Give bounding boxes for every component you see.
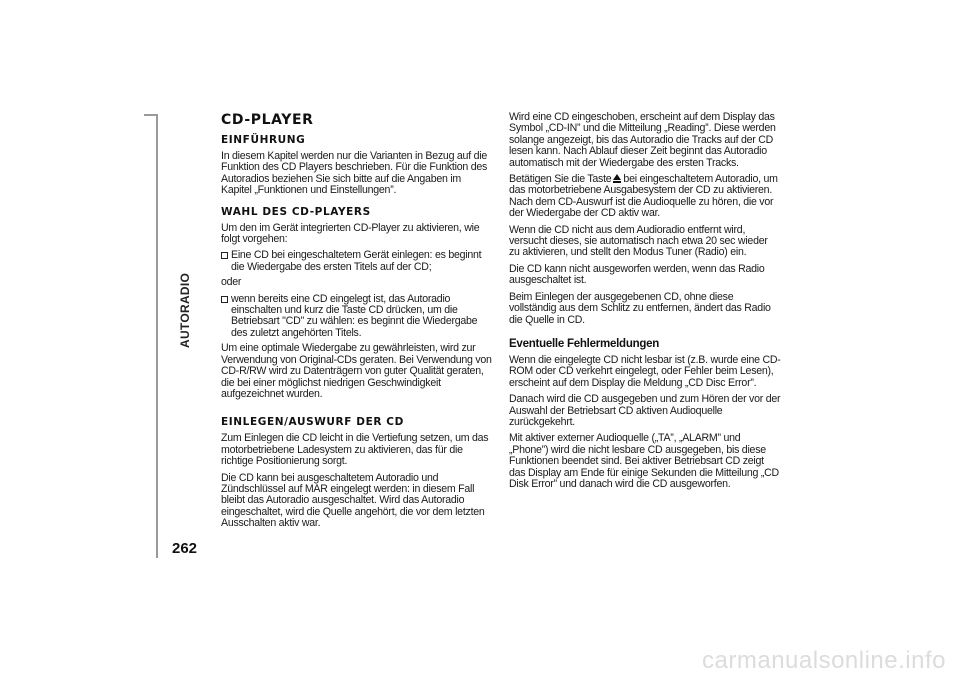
quality-text: Um eine optimale Wiedergabe zu gewährleisten, wird zur Verwendung von Original-CDs geraten. Bei Verwendung von CD-R/RW wird zu Datenträgern von guter Qualität geraten, die bei einer möglichst niedrigen Geschwindigkeit aufgezeichnet wurden.: [221, 342, 492, 400]
error-text-2: Danach wird die CD ausgegeben und zum Hören der vor der Auswahl der Betriebsart CD aktiven Audioquelle zurückgekehrt.: [509, 393, 781, 428]
eject-text-before: Betätigen Sie die Taste: [509, 173, 612, 186]
insert-text-1: Zum Einlegen die CD leicht in die Vertiefung setzen, um das motorbetriebene Ladesystem zu aktivieren, das für die richtige Positionierung sorgt.: [221, 432, 489, 468]
error-text-1: Wenn die eingelegte CD nicht lesbar ist (z.B. wurde eine CD-ROM oder CD verkehrt eingelegt, oder Fehler beim Lesen), erscheint auf dem Display die Meldung „CD Disc Error”.: [509, 353, 781, 389]
eject-icon: [613, 174, 621, 183]
list-item: [221, 250, 493, 273]
bullet-text: Eine CD bei eingeschaltetem Gerät einlegen: es beginnt die Wiedergabe des ersten Titels auf der CD;: [231, 249, 482, 273]
bullet-text: wenn bereits eine CD eingelegt ist, das Autoradio einschalten und kurz die Taste CD drücken, um die Betriebsart "CD" zu wählen: es beginnt die Wiedergabe des zuletzt angehörten Titels.: [231, 292, 478, 339]
insert-text-2: Die CD kann bei ausgeschaltetem Autoradio und Zündschlüssel auf MAR eingelegt werden: in diesem Fall bleibt das Autoradio ausgeschaltet. Wird das Autoradio eingeschaltet, wird die Quelle angehört, die vor dem letzten Ausschalten aktiv war.: [221, 471, 485, 530]
reinsert-text: Beim Einlegen der ausgegebenen CD, ohne diese vollständig aus dem Schlitz zu entfernen, ändert das Radio die Quelle in CD.: [509, 290, 771, 326]
or-text: oder: [221, 276, 242, 289]
auto-reload-text: Wenn die CD nicht aus dem Audioradio entfernt wird, versucht dieses, sie automatisch nach etwa 20 sec wieder zu aktivieren, und stellt den Modus Tuner (Radio) ein.: [509, 223, 768, 259]
checkbox-bullet-icon: [221, 296, 228, 303]
page-number: 262: [172, 540, 198, 557]
eject-text: [509, 174, 781, 220]
list-item: [221, 294, 493, 340]
select-heading: WAHL DES CD-PLAYERS: [221, 205, 371, 218]
eject-text-after: bei eingeschaltetem Autoradio, um das motorbetriebene Ausgabesystem der CD zu aktivieren. Nach dem CD-Auswurf ist die Audioquelle zu hören, die vor der Wiedergabe der CD aktiv war.: [509, 173, 778, 220]
intro-text: In diesem Kapitel werden nur die Varianten in Bezug auf die Funktion des CD Players beschrieben. Für die Funktion des Autoradios beziehen Sie sich bitte auf die Angaben im Kapitel „Funktionen und Einstellungen”.: [221, 150, 488, 197]
checkbox-bullet-icon: [221, 252, 228, 259]
left-column: [221, 112, 493, 535]
watermark: carmanualsonline.info: [702, 647, 946, 674]
insert-heading: EINLEGEN/AUSWURF DER CD: [221, 416, 404, 429]
select-text: Um den im Gerät integrierten CD-Player zu aktivieren, wie folgt vorgehen:: [221, 221, 480, 246]
section-tab-label: AUTORADIO: [178, 272, 192, 348]
errors-heading: Eventuelle Fehlermeldungen: [509, 337, 660, 350]
page-title: CD-PLAYER: [221, 112, 314, 128]
right-column: [509, 112, 781, 495]
error-text-3: Mit aktiver externer Audioquelle („TA”, „ALARM” und „Phone”) wird die nicht lesbare CD ausgegeben, bis diese Funktionen beendet sind. Bei aktiver Betriebsart CD zeigt das Display am Ende für einige Sekunden die Mitteilung „CD Disk Error” und danach wird die CD ausgeworfen.: [509, 432, 779, 490]
sidebar-rule: [156, 114, 158, 558]
no-eject-text: Die CD kann nicht ausgeworfen werden, wenn das Radio ausgeschaltet ist.: [509, 262, 765, 287]
intro-heading: EINFÜHRUNG: [221, 134, 306, 146]
cd-in-text: Wird eine CD eingeschoben, erscheint auf dem Display das Symbol „CD-IN” und die Mitteilung „Reading”. Diese werden solange angezeigt, bis das Autoradio die Tracks auf der CD lesen kann. Nach Ablauf dieser Zeit beginnt das Autoradio automatisch mit der Wiedergabe des ersten Tracks.: [509, 111, 776, 169]
